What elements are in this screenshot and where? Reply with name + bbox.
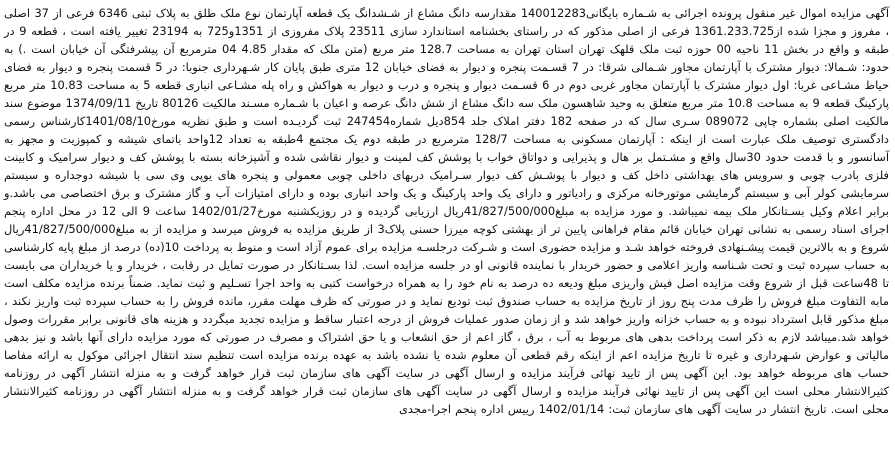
auction-notice-text: آگهی مزایده اموال غیر منقول پرونده اجرائی به شـماره بایگانی140012283 مقدارسه دانگ مشاع از شـشدانگ یک قطعه آپارتمان نوع ملک طلق به پلاک ثبتی 6346 فرعی از 37 اصلی ، مفروز و مجزا شده از1361.233.725 فرعی از اصلی مذکور که در راستای بخشنامه استاندارد سازی 23511 پلاک مفروزی از 1351و725 به 23194 تغییر یافته است ، قطعه 9 در طبقه و واقع در بخش 11 ناحیه 00 حوزه ثبت ملک قلهک تهران استان تهران به مساحت 128.7 متر مربع (متن ملک که مقدار 4.85 04 مترمربع آن پیشرفتگی آن خیابان است .) به حدود: شـمالا: دیوار مشترک با آپارتمان مجاور شـمالی شرقا: در 7 قسـمت پنجره و دیوار به فضای خیابان 12 متری طبق پایان کار شـهرداری جنوبا: در 5 قسمت پنجره و دیوار به فضای حیاط مشـاعی غربا: اول دیوار مشترک با آپارتمان مجاور غربی دوم در 6 قسـمت دیوار و پنجره و درب و دیوار به هواکش و راه پله مشـاعی انباری قطعه 5 به مساحت 10.83 متر مربع پارکینگ قطعه 9 به مساحت 10.8 متر مربع متعلق به وحید شاهسون ملک سه دانگ مشاع از شش دانگ عرصه و اعیان با شـماره مسـند مالکیت 80126 تاریخ 1374/09/11 موضوع سند مالکیت اصلی بشماره چاپی 089072 سـری سال که در صفحه 182 دفتر املاک جلد 854دیل شماره247454 ثبت گردیـده است و طبق نظریه مورخ1401/08/10کارشناس رسمی دادگستری توصیف ملک عبارت است از اینکه : آپارتمان مسکونی به مساحت 128/7 مترمربع در طبقه دوم یک مجتمع 4طبقه به تعداد 12واحد باتمای شیشه و کمپوزیت و مجهز به آسانسور و با قدمت حدود 30سال واقع و مشـتمل بر هال و پذیرایی و دواتاق خواب با پوشش کف لمینت و دیوار نقاشی شده و آشپزخانه بسته با پوشش کف و دیوار سرامیک و کابینت فلزی بادرب چوبی و سرویس های بهداشتی داخل کف و دیوار با پوشـش کف دیوار سـرامیک دربهای داخلی چوبی معمولی و پنجره های یوپی وی سی با شیشه دوجداره و سیستم سرمایشی کولر آبی و سیستم گرمایشی موتورخانه مرکزی و رادیاتور و دارای یک واحد پارکینگ و یک واحد انباری بوده و دارای امتیازات آب و گاز مشترک و برق اختصاصی می باشد.و برابر اعلام وکیل بسـتانکار ملک بیمه نمیباشد. و مورد مزایده به مبلغ41/827/500/000ریال ارزیابی گردیده و در روزیکشنبه مورخ1402/01/27 ساعت 9 الی 12 در محل اداره پنجم اجرای اسناد رسمی به نشانی تهران خیابان قائم مقام فراهانی پایین تر از بهشتی کوچه میرزا حسنی پلاک3 از طریق مزایده به فروش میرسد و مزایده از به مبلغ41/827/500/000ریال شروع و به بالاترین قیمت پیشـنهادی فروخته خواهد شـد و مزایده حضوری است و شـرکت درجلسـه مزایده برای عموم آزاد است و منوط به پرداخت 10(ده) درصد از مبلغ پایه کارشناسی به حساب سپرده ثبت و تحت شـناسه واریز اعلامی و حضور خریدار با نماینده قانونی او در جلسه مزایده است. لذا بسـتانکار در صورت تمایل در رقابت ، خریدار و یا خریداران می بایست تا 48ساعت قبل از شروع وقت مزایده اصل فیش واریزی مبلغ ودیعه ده درصد به نام خود را به همراه درخواست کتبی به واحد اجرا تسـلیم و ثبت نماید. ضمناً برنده مزایده مکلف است مابه التفاوت مبلغ فروش را ظرف مدت پنج روز از تاریخ مزایده به حساب صندوق ثبت تودیع نماید و در صورتی که ظرف مهلت مقرر، مانده فروش را به حساب سپرده ثبت واریز نکند ، مبلغ مذکور قابل استرداد نبوده و به حساب خزانه واریز خواهد شد و از زمان صدور عملیات فروش از درجه اعتبار ساقط و مزایده تجدید میگردد و هزینه های قانونی برابر مقررات وصول خواهد شد.میباشد لازم به ذکر است پرداخت بدهی های مربوط به آب ، برق ، گاز اعم از حق انشعاب و یا حق اشتراک و مصرف در صورتی که مورد مزایده دارای آنها باشد و نیز بدهی مالیاتی و عوارض شـهرداری و غیره تا تاریخ مزایده اعم از اینکه رقم قطعی آن معلوم شده یا نشده باشد به عهده برنده مزایده است تنظیم سند انتقال اجرائی موکول به ارائه مفاصا حساب های مربوطه خواهد بود. این آگهی پس از تایید نهائی فرآیند مزایده و ارسال آگهی در سایت آگهی های سازمان ثبت قرار خواهد گرفت و به منزله انتشار آگهی در روزنامه کثیرالانتشار محلی است این آگهی پس از تایید نهائی فرآیند مزایده و ارسال آگهی در سایت آگهی های سازمان ثبت قرار خواهد گرفت و به منزله انتشار آگهی در روزنامه کثیرالانتشار محلی است. تاریخ انتشار در سایت آگهی های سازمان ثبت: 1402/01/14 رییس اداره پنجم اجرا-مجدی [4, 6, 890, 416]
auction-notice-document [4, 4, 889, 468]
